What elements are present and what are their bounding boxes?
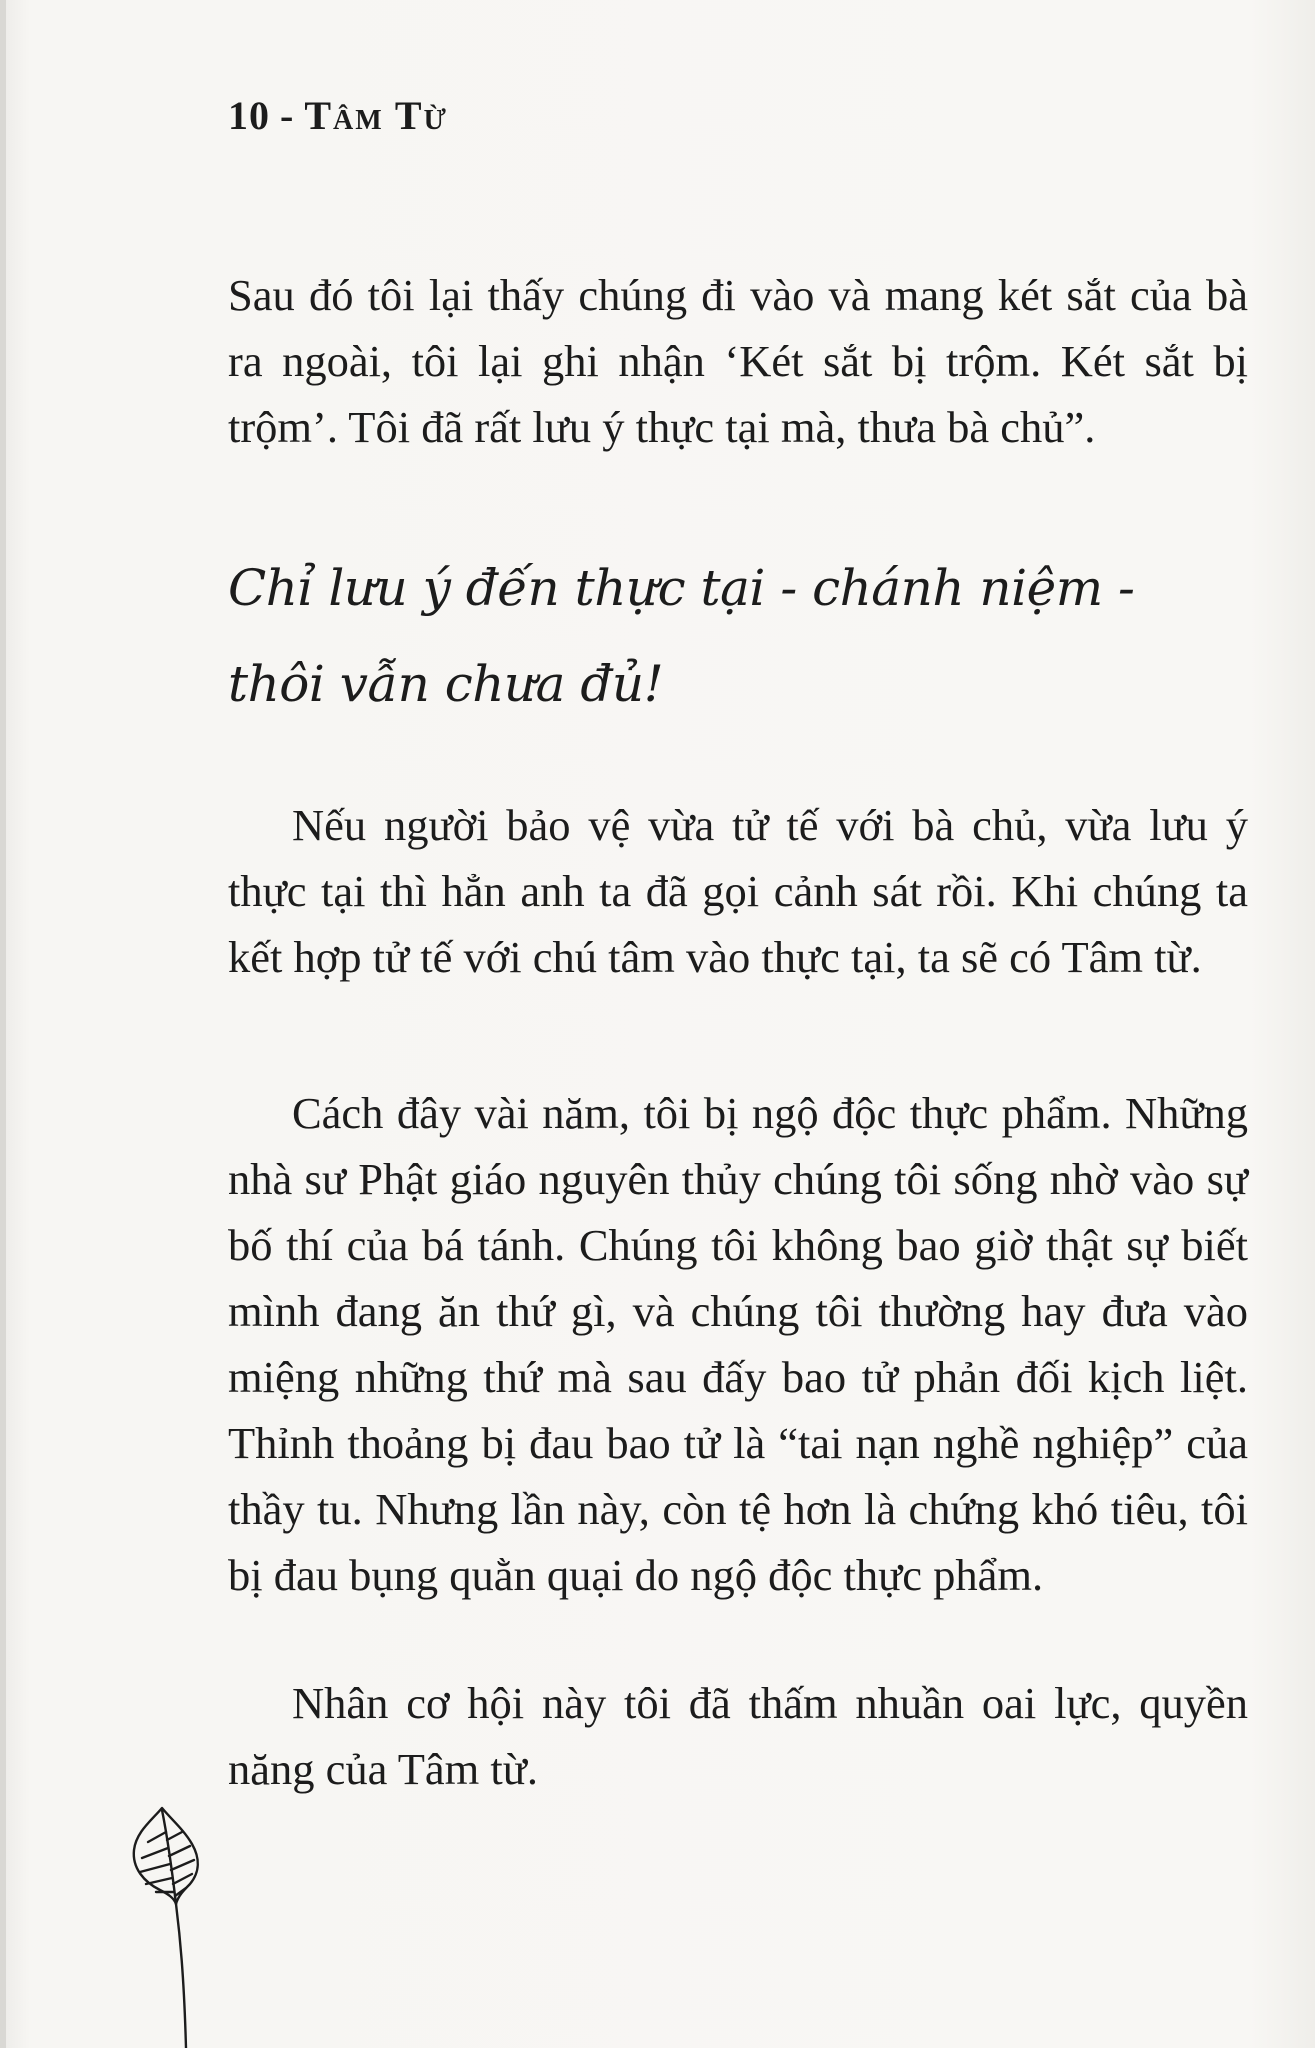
page-number: 10 [228, 93, 270, 138]
paragraph-1: Sau đó tôi lại thấy chúng đi vào và mang két sắt của bà ra ngoài, tôi lại ghi nhận ‘Két sắt bị trộm. Két sắt bị trộm’. Tôi đã rất lưu ý thực tại mà, thưa bà chủ”. [228, 270, 1248, 452]
header-separator: - [280, 93, 295, 138]
book-title: Tâm Từ [304, 93, 448, 138]
paragraph-4: Nhân cơ hội này tôi đã thấm nhuần oai lực, quyền năng của Tâm từ. [228, 1678, 1248, 1794]
section-heading [228, 540, 1288, 732]
section-heading-line-1: Chỉ lưu ý đến thực tại - chánh niệm - [228, 559, 1135, 617]
paragraph-3: Cách đây vài năm, tôi bị ngộ độc thực phẩm. Những nhà sư Phật giáo nguyên thủy chúng tôi sống nhờ vào sự bố thí của bá tánh. Chúng tôi không bao giờ thật sự biết mình đang ăn thứ gì, và chúng tôi thường hay đưa vào miệng những thứ mà sau đấy bao tử phản đối kịch liệt. Thỉnh thoảng bị đau bao tử là “tai nạn nghề nghiệp” của thầy tu. Nhưng lần này, còn tệ hơn là chứng khó tiêu, tôi bị đau bụng quằn quại do ngộ độc thực phẩm. [228, 1088, 1248, 1600]
running-header [228, 92, 448, 139]
paragraph-2: Nếu người bảo vệ vừa tử tế với bà chủ, vừa lưu ý thực tại thì hẳn anh ta đã gọi cảnh sát rồi. Khi chúng ta kết hợp tử tế với chú tâm vào thực tại, ta sẽ có Tâm từ. [228, 800, 1248, 982]
page-edge-shadow [0, 0, 6, 2048]
section-heading-line-2: thôi vẫn chưa đủ! [228, 655, 664, 713]
bodhi-leaf-icon [130, 1806, 240, 2048]
